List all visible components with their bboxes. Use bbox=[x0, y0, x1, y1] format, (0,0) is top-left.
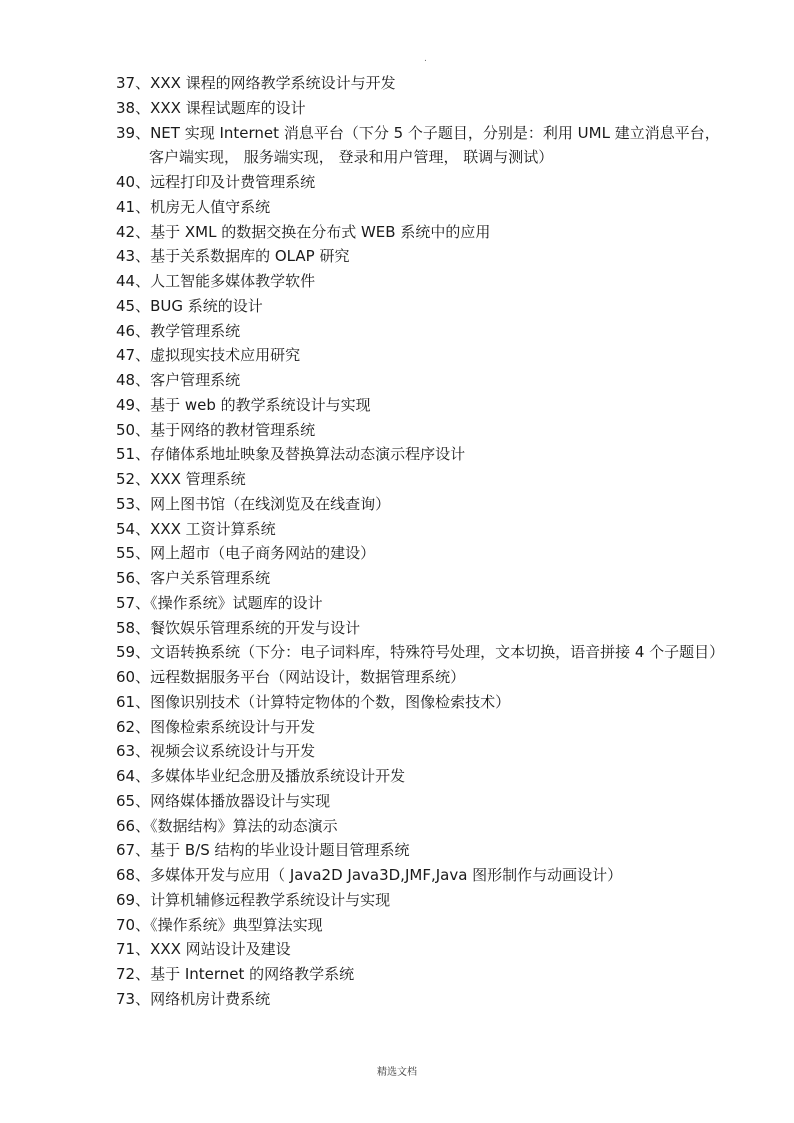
list-item: 37、XXX 课程的网络教学系统设计与开发 bbox=[116, 74, 396, 92]
list-item: 44、人工智能多媒体教学软件 bbox=[116, 272, 316, 290]
list-item: 71、XXX 网站设计及建设 bbox=[116, 940, 291, 959]
list-item: 42、基于 XML 的数据交换在分布式 WEB 系统中的应用 bbox=[116, 222, 491, 241]
list-item: 39、NET 实现 Internet 消息平台（下分 5 个子题目，分别是：利用 UML 建立消息平台， 客户端实现， 服务端实现， 登录和用户管理， 联调与测试） bbox=[116, 123, 720, 167]
list-item: 53、网上图书馆（在线浏览及在线查询） bbox=[116, 494, 391, 513]
list-item: 47、虚拟现实技术应用研究 bbox=[116, 346, 301, 365]
list-item: 70、《操作系统》典型算法实现 bbox=[116, 915, 323, 934]
list-item: 64、多媒体毕业纪念册及播放系统设计开发 bbox=[116, 767, 406, 785]
list-item: 43、基于关系数据库的 OLAP 研究 bbox=[116, 247, 350, 266]
list-item: 56、客户关系管理系统 bbox=[116, 569, 271, 587]
list-item: 57、《操作系统》试题库的设计 bbox=[116, 593, 323, 612]
list-item: 58、餐饮娱乐管理系统的开发与设计 bbox=[116, 618, 361, 637]
list-item: 65、网络媒体播放器设计与实现 bbox=[116, 791, 331, 810]
list-item: 52、XXX 管理系统 bbox=[116, 470, 246, 488]
list-item: 54、XXX 工资计算系统 bbox=[116, 519, 276, 538]
list-item: 61、图像识别技术（计算特定物体的个数，图像检索技术） bbox=[116, 692, 511, 711]
list-item: 73、网络机房计费系统 bbox=[116, 989, 271, 1008]
list-item: 49、基于 web 的教学系统设计与实现 bbox=[116, 395, 371, 414]
list-item: 38、XXX 课程试题库的设计 bbox=[116, 98, 306, 117]
list-item: 45、BUG 系统的设计 bbox=[116, 296, 263, 315]
list-item: 66、《数据结构》算法的动态演示 bbox=[116, 816, 338, 835]
list-item: 55、网上超市（电子商务网站的建设） bbox=[116, 544, 376, 563]
topic-list bbox=[116, 71, 736, 1012]
list-item: 59、文语转换系统（下分：电子词料库，特殊符号处理，文本切换，语音拼接 4 个子题目） bbox=[116, 643, 725, 662]
list-item: 62、图像检索系统设计与开发 bbox=[116, 717, 316, 736]
list-item: 67、基于 B/S 结构的毕业设计题目管理系统 bbox=[116, 841, 410, 860]
list-item: 41、机房无人值守系统 bbox=[116, 197, 271, 216]
list-item: 72、基于 Internet 的网络教学系统 bbox=[116, 965, 355, 983]
page-footer: 精选文档 bbox=[377, 1067, 417, 1078]
list-item: 63、视频会议系统设计与开发 bbox=[116, 742, 316, 761]
list-item: 48、客户管理系统 bbox=[116, 371, 241, 389]
page-header-mark: . bbox=[424, 54, 427, 64]
list-item: 46、教学管理系统 bbox=[116, 321, 241, 340]
list-item: 60、远程数据服务平台（网站设计，数据管理系统） bbox=[116, 668, 466, 686]
list-item: 68、多媒体开发与应用（ Java2D Java3D,JMF,Java 图形制作与动画设计） bbox=[116, 866, 623, 884]
list-item: 51、存储体系地址映象及替换算法动态演示程序设计 bbox=[116, 445, 466, 464]
list-item: 50、基于网络的教材管理系统 bbox=[116, 420, 316, 439]
list-item: 40、远程打印及计费管理系统 bbox=[116, 173, 316, 191]
list-item: 69、计算机辅修远程教学系统设计与实现 bbox=[116, 890, 391, 909]
